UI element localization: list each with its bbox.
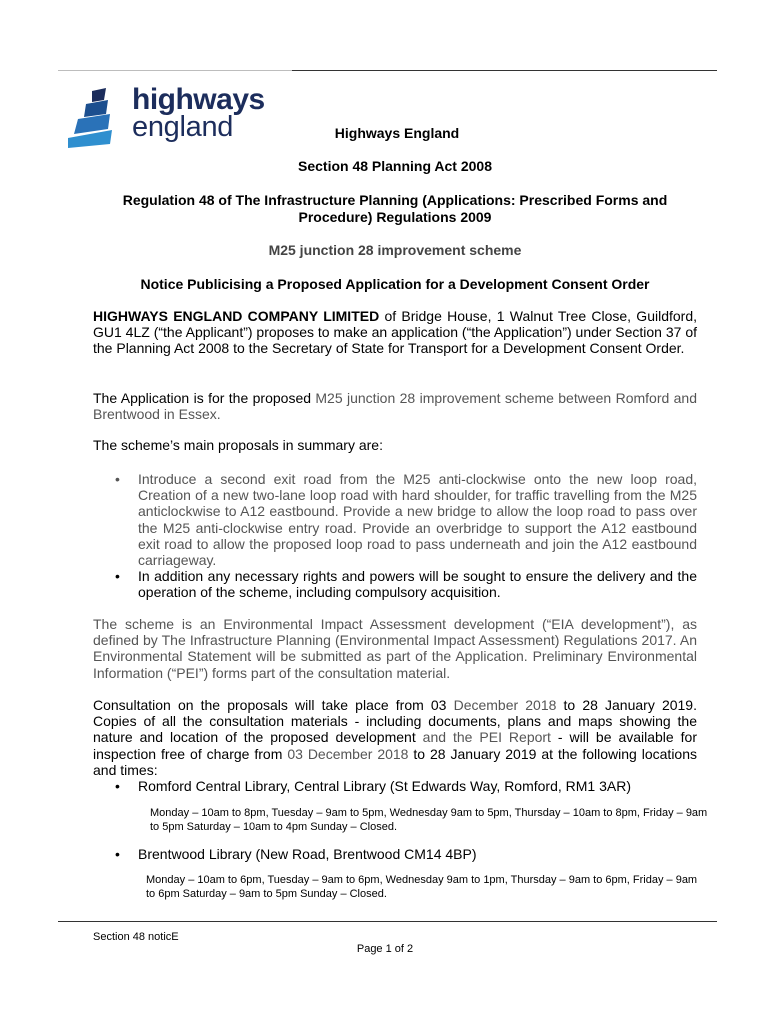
applicant-text: of Bridge House, 1 Walnut Tree Close, Guildford, GU1 4LZ (“the Applicant”) proposes to make an application (“the Application”) under Section 37 of the Planning Act 2008 to the Secretary of State for Transport for a Development Consent Order. [93,308,697,357]
org-title: Highways England [334,125,460,141]
bullet-dot: • [115,471,120,487]
footer-doc-label: Section 48 noticE [93,931,179,943]
location-romford [93,778,697,794]
location-hours-romford: Monday – 10am to 8pm, Tuesday – 9am to 5pm, Wednesday 9am to 5pm, Thursday – 10am to 8pm, Friday – 9am to 5pm Saturday – 10am to 4pm Sunday – Closed. [150,807,708,833]
page-number: Page 1 of 2 [356,943,414,955]
consultation-paragraph [93,697,697,778]
applicant-paragraph [93,308,697,357]
location-name: Brentwood Library (New Road, Brentwood CM14 4BP) [138,846,477,862]
consultation-date-inspection: 03 December 2018 [287,745,409,762]
list-item-text: Introduce a second exit road from the M25 anti-clockwise onto the new loop road, Creation of a new two-lane loop road with hard shoulder, for traffic travelling from the M25 anticlockwise to A12 eastbound. Provide a new bridge to allow the loop road to pass over the M25 anti-clockwise entry road. Provide an overbridge to support the A12 eastbound exit road to allow the proposed loop road to pass underneath and join the A12 eastbound carriageway. [138,471,697,569]
bullet-dot: • [115,778,120,794]
list-item [93,568,697,600]
consultation-text-c: to 28 January 2019. Copies of all the consultation materials - including documents, plans and maps showing the nature and location of the proposed development [93,697,697,746]
footer-rule [58,921,717,922]
application-detail: M25 junction 28 improvement scheme between Romford and Brentwood in Essex. [93,390,697,423]
proposals-intro: The scheme’s main proposals in summary are: [93,437,383,453]
consultation-pei: and the PEI Report [422,729,551,746]
location-brentwood [93,846,697,862]
top-rule-dark [292,70,717,71]
eia-paragraph: The scheme is an Environmental Impact Assessment development (“EIA development”), as defined by The Infrastructure Planning (Environmental Impact Assessment) Regulations 2017. An Environmental Statement will be submitted as part of the Application. Preliminary Environmental Information (“PEI”) forms part of the consultation material. [93,616,697,681]
scheme-title: M25 junction 28 improvement scheme [268,242,522,258]
location-hours-brentwood: Monday – 10am to 6pm, Tuesday – 9am to 6pm, Wednesday 9am to 1pm, Thursday – 9am to 6pm, Friday – 9am to 6pm Saturday – 9am to 5pm Sunday – Closed. [146,874,698,900]
logo-word-highways: highways [132,83,265,116]
logo-mark-icon [68,88,130,150]
bullet-dot: • [115,846,120,862]
consultation-text-a: Consultation on the proposals will take place from 03 [93,697,454,713]
list-item [93,778,697,794]
list-item-text: In addition any necessary rights and powers will be sought to ensure the delivery and the operation of the scheme, including compulsory acquisition. [138,568,697,601]
consultation-text-g: to 28 January 2019 at the following locations and times: [93,745,698,778]
consultation-date-start: December 2018 [453,697,557,713]
notice-title: Notice Publicising a Proposed Application for a Development Consent Order [140,276,650,292]
proposals-list [93,471,697,601]
highways-england-logo [68,83,278,150]
application-paragraph [93,390,697,422]
location-name: Romford Central Library, Central Library (St Edwards Way, Romford, RM1 3AR) [138,778,631,794]
list-item [93,471,697,568]
list-item [93,846,697,862]
section-title: Section 48 Planning Act 2008 [298,158,492,174]
top-rule-light [58,70,292,71]
bullet-dot: • [115,568,120,585]
logo-word-england: england [132,111,234,143]
regulation-title: Regulation 48 of The Infrastructure Planning (Applications: Prescribed Forms and Procedure) Regulations 2009 [122,192,668,225]
application-lead: The Application is for the proposed [93,390,316,406]
consultation-text-e: - will be available for inspection free of charge from [93,729,697,762]
company-name: HIGHWAYS ENGLAND COMPANY LIMITED [93,308,380,324]
